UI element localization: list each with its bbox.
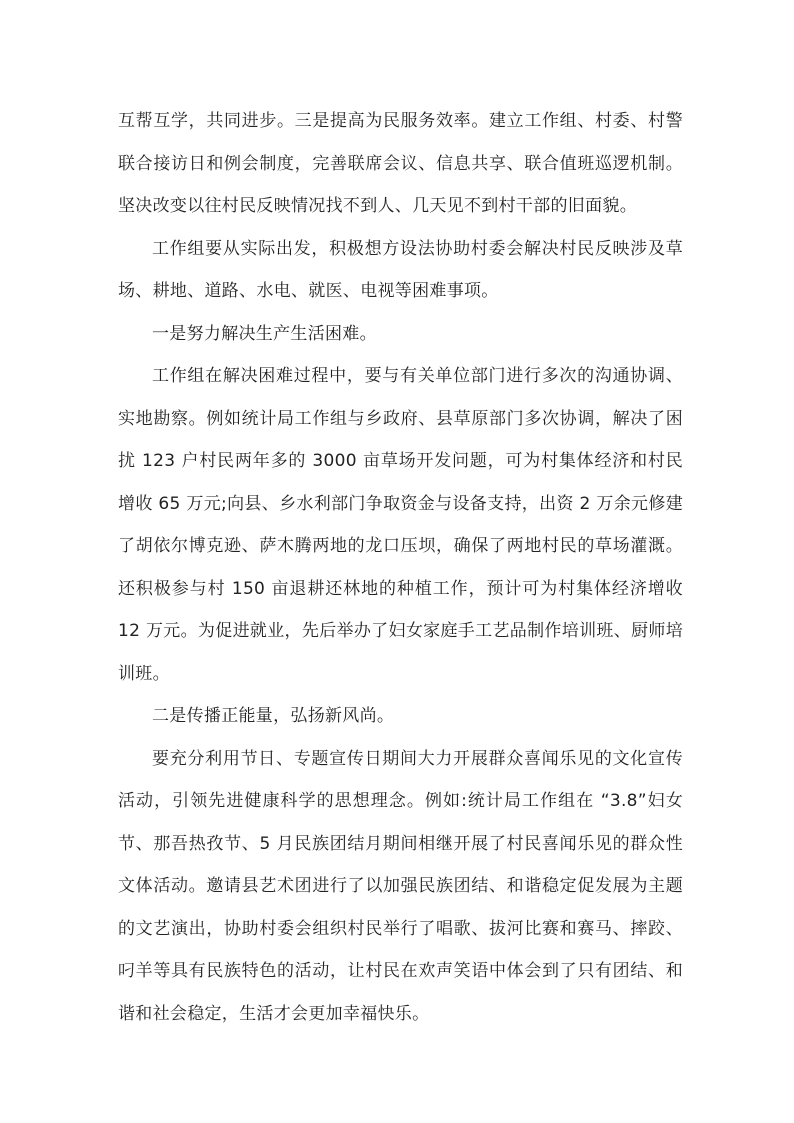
paragraph-3-heading: 一是努力解决生产生活困难。 xyxy=(152,323,377,344)
paragraph-1: 互帮互学，共同进步。三是提高为民服务效率。建立工作组、村委、村警联合接访日和例会制度，完善联席会议、信息共享、联合值班巡逻机制。坚决改变以往村民反映情况找不到人、几天见不到村干部的旧面貌。 xyxy=(118,111,683,216)
paragraph-4: 工作组在解决困难过程中，要与有关单位部门进行多次的沟通协调、实地勘察。例如统计局工作组与乡政府、县草原部门多次协调，解决了困扰 123 户村民两年多的 3000 亩草场开发问题，可为村集体经济和村民增收 65 万元;向县、乡水利部门争取资金与设备支持，出资 2 万余元修建了胡依尔博克逊、萨木腾两地的龙口压坝，确保了两地村民的草场灌溉。还积极参与村 150 亩退耕还林地的种植工作，预计可为村集体经济增收 12 万元。为促进就业，先后举办了妇女家庭手工艺品制作培训班、厨师培训班。 xyxy=(118,366,683,684)
paragraph-2: 工作组要从实际出发，积极想方设法协助村委会解决村民反映涉及草场、耕地、道路、水电、就医、电视等困难事项。 xyxy=(118,238,683,301)
paragraph-6: 要充分利用节日、专题宣传日期间大力开展群众喜闻乐见的文化宣传活动，引领先进健康科学的思想理念。例如:统计局工作组在 “3.8”妇女节、那吾热孜节、5 月民族团结月期间相继开展了村民喜闻乐见的群众性文体活动。邀请县艺术团进行了以加强民族团结、和谐稳定促发展为主题的文艺演出，协助村委会组织村民举行了唱歌、拔河比赛和赛马、摔跤、叼羊等具有民族特色的活动，让村民在欢声笑语中体会到了只有团结、和谐和社会稳定，生活才会更加幸福快乐。 xyxy=(118,748,683,1024)
document-body xyxy=(118,100,683,1035)
paragraph-5-heading: 二是传播正能量，弘扬新风尚。 xyxy=(152,706,395,726)
